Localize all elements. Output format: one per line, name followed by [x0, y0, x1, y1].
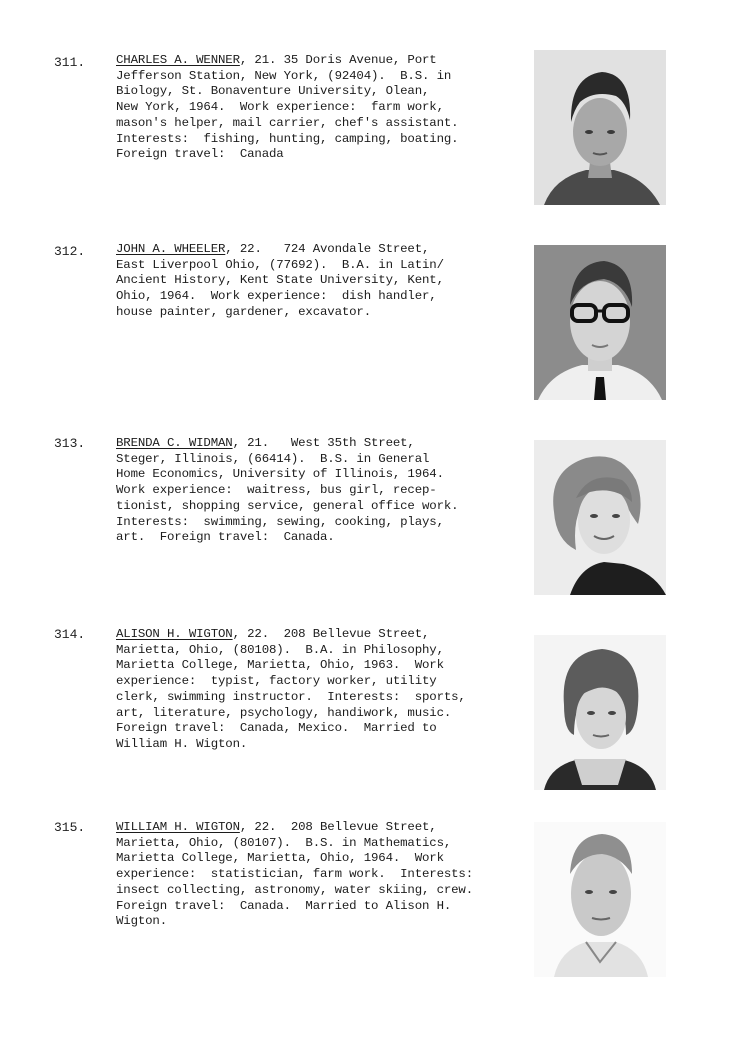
entry-line: Foreign travel: Canada. Married to Alison H.	[116, 898, 452, 913]
entry-line: Marietta, Ohio, (80108). B.A. in Philosophy,	[116, 642, 444, 657]
entry-text	[116, 242, 516, 321]
student-name: ALISON H. WIGTON	[116, 627, 233, 641]
student-name: BRENDA C. WIDMAN	[116, 436, 233, 450]
student-name: WILLIAM H. WIGTON	[116, 820, 240, 834]
entry-line: New York, 1964. Work experience: farm work,	[116, 100, 444, 115]
portrait-woman-icon	[534, 440, 666, 595]
entry-line: , 21. West 35th Street,	[232, 436, 415, 450]
entry-line: , 22. 724 Avondale Street,	[225, 242, 430, 256]
entry-number: 311.	[54, 55, 86, 70]
entry-number: 313.	[54, 436, 86, 451]
entry-text	[116, 436, 516, 546]
portrait-photo	[534, 440, 666, 595]
portrait-photo	[534, 245, 666, 400]
entry-line: Ohio, 1964. Work experience: dish handler,	[116, 289, 437, 304]
entry-number: 314.	[54, 627, 86, 642]
entry-line: Work experience: waitress, bus girl, recep-	[116, 483, 437, 498]
portrait-man-icon	[534, 50, 666, 205]
entry-line: Jefferson Station, New York, (92404). B.S. in	[116, 68, 452, 83]
entry-line: , 21. 35 Doris Avenue, Port	[239, 53, 437, 67]
entry-line: Marietta, Ohio, (80107). B.S. in Mathematics,	[116, 835, 452, 850]
entry-line: experience: typist, factory worker, utility	[116, 674, 437, 689]
entry-number: 315.	[54, 820, 86, 835]
entry-line: Foreign travel: Canada, Mexico. Married to	[116, 721, 437, 736]
entry-line: clerk, swimming instructor. Interests: sports,	[116, 689, 466, 704]
entry-line: experience: statistician, farm work. Interests:	[116, 867, 473, 882]
portrait-woman-short-hair-icon	[534, 635, 666, 790]
entry-line: Steger, Illinois, (66414). B.S. in General	[116, 451, 430, 466]
entry-line: Marietta College, Marietta, Ohio, 1964. Work	[116, 851, 444, 866]
entry-line: East Liverpool Ohio, (77692). B.A. in Latin/	[116, 257, 444, 272]
entry-number: 312.	[54, 244, 86, 259]
entry-line: , 22. 208 Bellevue Street,	[232, 627, 430, 641]
entry-line: Interests: fishing, hunting, camping, boating.	[116, 131, 459, 146]
portrait-man-glasses-icon	[534, 245, 666, 400]
entry-line: Home Economics, University of Illinois, 1964.	[116, 467, 444, 482]
entry-line: tionist, shopping service, general office work.	[116, 498, 459, 513]
entry-line: mason's helper, mail carrier, chef's assistant.	[116, 115, 459, 130]
portrait-photo	[534, 822, 666, 977]
entry-line: Foreign travel: Canada	[116, 147, 284, 162]
entry-line: insect collecting, astronomy, water skiing, crew.	[116, 882, 473, 897]
entry-line: Biology, St. Bonaventure University, Olean,	[116, 84, 430, 99]
portrait-man-crewcut-icon	[534, 822, 666, 977]
entry-line: William H. Wigton.	[116, 736, 248, 751]
entry-text	[116, 627, 516, 753]
entry-line: Marietta College, Marietta, Ohio, 1963. Work	[116, 658, 444, 673]
entry-line: , 22. 208 Bellevue Street,	[239, 820, 437, 834]
entry-text	[116, 820, 516, 930]
student-name: CHARLES A. WENNER	[116, 53, 240, 67]
entry-line: Interests: swimming, sewing, cooking, plays,	[116, 514, 444, 529]
entry-line: Wigton.	[116, 914, 167, 929]
entry-line: art. Foreign travel: Canada.	[116, 530, 335, 545]
student-name: JOHN A. WHEELER	[116, 242, 226, 256]
entry-text	[116, 53, 516, 163]
entry-line: Ancient History, Kent State University, Kent,	[116, 273, 444, 288]
portrait-photo	[534, 635, 666, 790]
entry-line: art, literature, psychology, handiwork, music.	[116, 705, 452, 720]
portrait-photo	[534, 50, 666, 205]
entry-line: house painter, gardener, excavator.	[116, 304, 371, 319]
